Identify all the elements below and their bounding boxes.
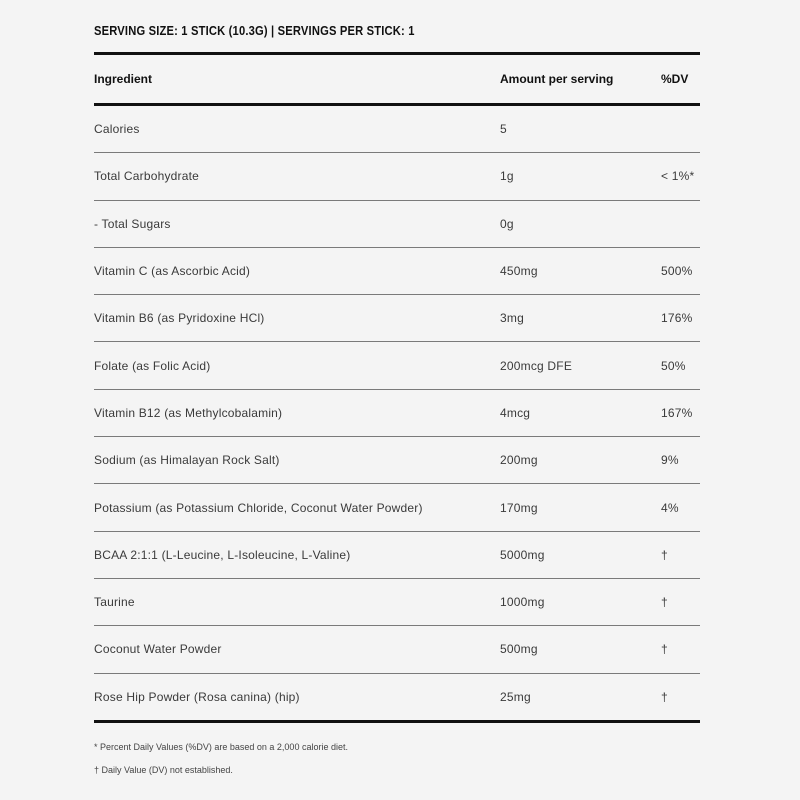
amount-cell: 1000mg: [500, 595, 545, 610]
serving-size-heading: SERVING SIZE: 1 STICK (10.3G) | SERVINGS PER STICK: 1: [94, 23, 415, 38]
amount-cell: 500mg: [500, 642, 538, 657]
dv-cell: 50%: [661, 358, 686, 373]
table-row: [94, 532, 700, 579]
amount-cell: 200mg: [500, 453, 538, 468]
dv-cell: 176%: [661, 311, 693, 326]
amount-cell: 4mcg: [500, 405, 531, 420]
ingredient-cell: Folate (as Folic Acid): [94, 358, 211, 373]
dv-cell: 9%: [661, 453, 679, 468]
amount-cell: 5000mg: [500, 547, 545, 562]
amount-cell: 1g: [500, 169, 514, 184]
amount-cell: 200mcg DFE: [500, 358, 573, 373]
ingredient-column-header: Ingredient: [94, 72, 153, 86]
dv-cell: †: [661, 642, 668, 657]
ingredient-cell: BCAA 2:1:1 (L-Leucine, L-Isoleucine, L-Valine): [94, 547, 351, 562]
table-row: [94, 201, 700, 248]
amount-cell: 450mg: [500, 264, 538, 279]
table-row: [94, 674, 700, 723]
table-row: [94, 295, 700, 342]
ingredient-cell: Vitamin B6 (as Pyridoxine HCl): [94, 311, 265, 326]
ingredient-cell: Potassium (as Potassium Chloride, Coconut Water Powder): [94, 500, 423, 515]
table-row: [94, 579, 700, 626]
dv-not-established-footnote: † Daily Value (DV) not established.: [94, 765, 233, 775]
table-row: [94, 248, 700, 295]
table-row: [94, 437, 700, 484]
table-header-row: [94, 55, 700, 106]
dv-column-header: %DV: [661, 72, 689, 86]
amount-cell: 170mg: [500, 500, 538, 515]
dv-cell: 4%: [661, 500, 679, 515]
dv-cell: †: [661, 547, 668, 562]
ingredient-cell: Sodium (as Himalayan Rock Salt): [94, 453, 280, 468]
dv-cell: < 1%*: [661, 169, 695, 184]
ingredient-cell: Vitamin B12 (as Methylcobalamin): [94, 405, 283, 420]
table-row: [94, 484, 700, 531]
nutrition-table: [94, 52, 700, 723]
ingredient-cell: Taurine: [94, 595, 135, 610]
table-row: [94, 626, 700, 673]
dv-cell: †: [661, 595, 668, 610]
table-row: [94, 342, 700, 389]
dv-cell: 167%: [661, 405, 693, 420]
dv-cell: 500%: [661, 264, 693, 279]
amount-column-header: Amount per serving: [500, 72, 614, 86]
ingredient-cell: Vitamin C (as Ascorbic Acid): [94, 264, 251, 279]
table-row: [94, 390, 700, 437]
amount-cell: 3mg: [500, 311, 524, 326]
table-body: [94, 106, 700, 723]
dv-cell: †: [661, 689, 668, 704]
ingredient-cell: Calories: [94, 122, 140, 137]
table-row: [94, 106, 700, 153]
amount-cell: 25mg: [500, 689, 531, 704]
dv-calorie-footnote: * Percent Daily Values (%DV) are based on a 2,000 calorie diet.: [94, 742, 348, 752]
ingredient-cell: Total Carbohydrate: [94, 169, 199, 184]
ingredient-cell: Coconut Water Powder: [94, 642, 222, 657]
ingredient-cell: Rose Hip Powder (Rosa canina) (hip): [94, 689, 300, 704]
ingredient-cell: - Total Sugars: [94, 216, 171, 231]
amount-cell: 5: [500, 122, 507, 137]
table-row: [94, 153, 700, 200]
amount-cell: 0g: [500, 216, 514, 231]
